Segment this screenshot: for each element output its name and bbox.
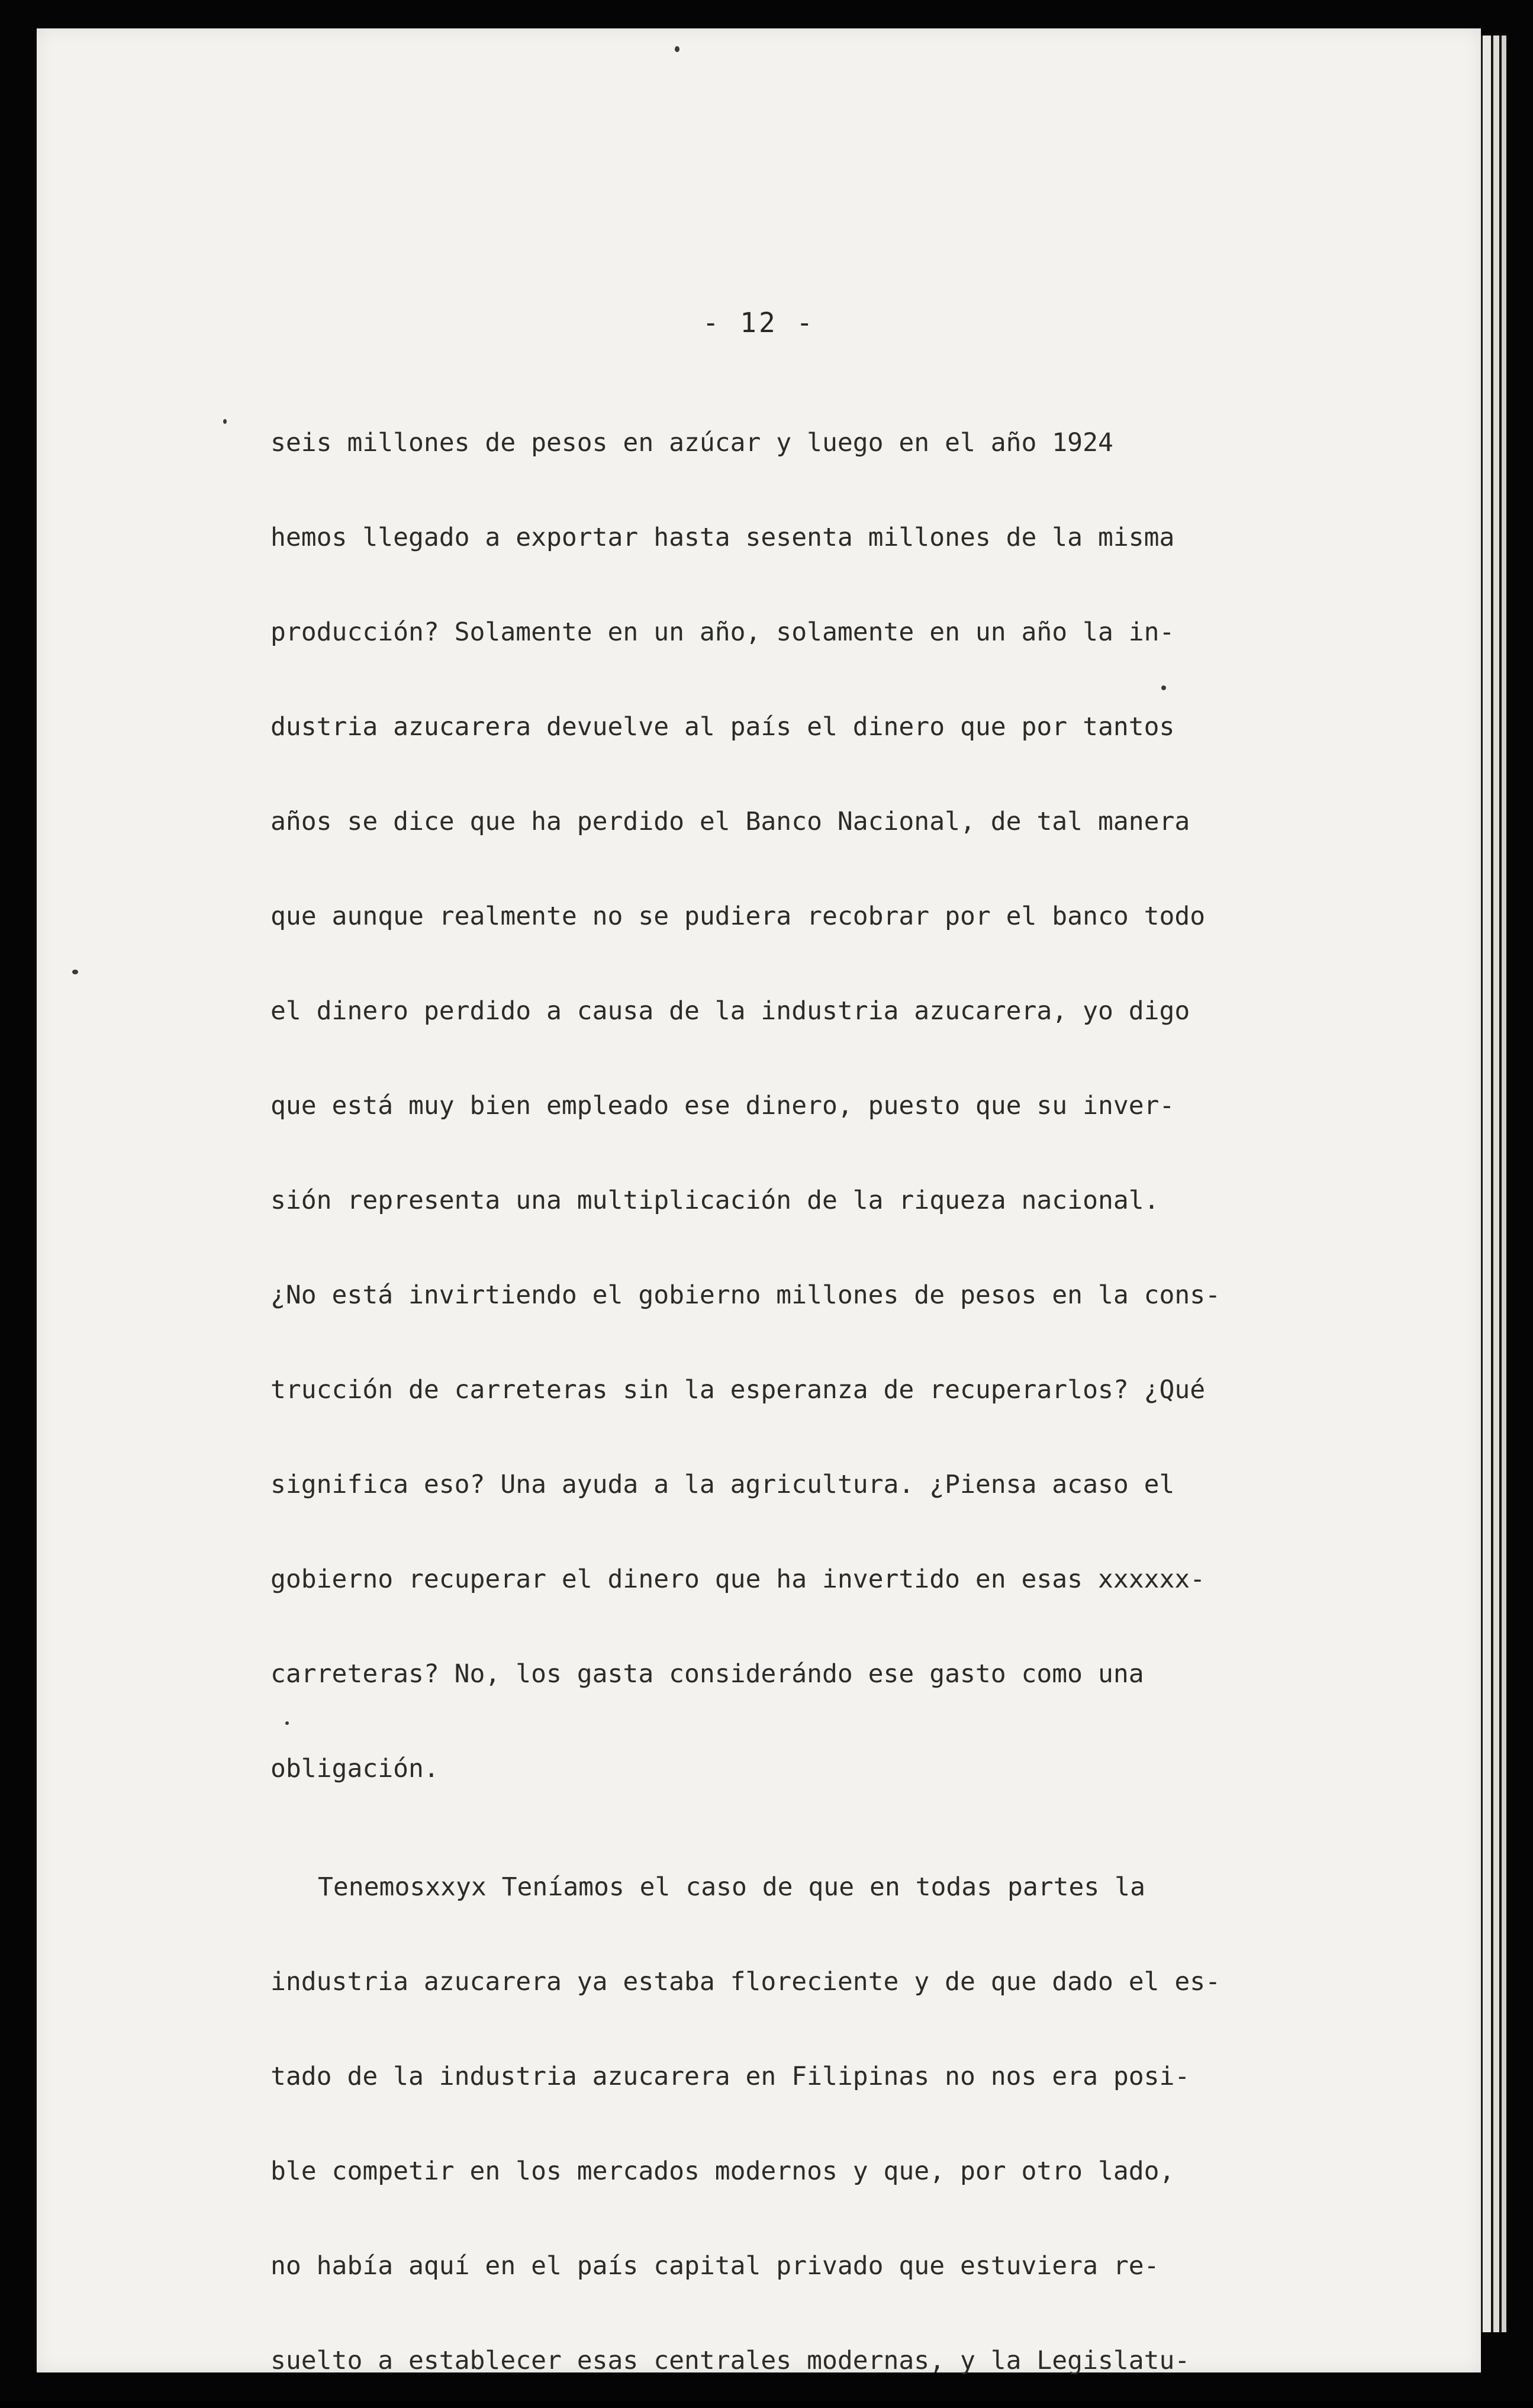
scan-speck <box>285 1721 289 1725</box>
paragraph-gap <box>270 1816 1395 1840</box>
paragraph-1 <box>270 395 1395 1816</box>
text-line: Tenemosxxyx Teníamos el caso de que en todas partes la <box>318 1872 1145 1902</box>
text-line: tado de la industria azucarera en Filipinas no nos era posi- <box>270 2062 1190 2091</box>
text-line: que aunque realmente no se pudiera recobrar por el banco todo <box>270 902 1206 931</box>
text-line: sión representa una multiplicación de la riqueza nacional. <box>270 1186 1160 1215</box>
text-line: suelto a establecer esas centrales modernas, y la Legislatu- <box>270 2346 1190 2375</box>
body-text <box>270 395 1395 2408</box>
text-line: años se dice que ha perdido el Banco Nacional, de tal manera <box>270 807 1190 836</box>
scan-speck <box>223 419 227 424</box>
scan-speck <box>72 970 78 974</box>
text-line: gobierno recuperar el dinero que ha invertido en esas xxxxxx- <box>270 1564 1206 1594</box>
text-line: hemos llegado a exportar hasta sesenta millones de la misma <box>270 523 1175 552</box>
text-line: producción? Solamente en un año, solamente en un año la in- <box>270 617 1175 647</box>
paragraph-2 <box>270 1840 1395 2408</box>
page-edge <box>1481 36 1491 2332</box>
text-line: industria azucarera ya estaba floreciente y de que dado el es- <box>270 1967 1221 1997</box>
page-edge <box>1500 36 1506 2332</box>
text-line: significa eso? Una ayuda a la agricultura. ¿Piensa acaso el <box>270 1470 1175 1499</box>
text-line: seis millones de pesos en azúcar y luego en el año 1924 <box>270 428 1113 458</box>
text-line: ¿No está invirtiendo el gobierno millones de pesos en la cons- <box>270 1280 1221 1310</box>
scan-speck <box>1161 685 1166 690</box>
scan-speck <box>675 46 679 52</box>
text-line: no había aquí en el país capital privado que estuviera re- <box>270 2251 1160 2281</box>
text-line: carreteras? No, los gasta considerándo ese gasto como una <box>270 1659 1144 1689</box>
page-number: - 12 - <box>702 307 816 339</box>
text-line: el dinero perdido a causa de la industria azucarera, yo digo <box>270 996 1190 1026</box>
text-line: obligación. <box>270 1754 439 1784</box>
text-line: dustria azucarera devuelve al país el dinero que por tantos <box>270 712 1175 742</box>
text-line: ble competir en los mercados modernos y que, por otro lado, <box>270 2156 1175 2186</box>
text-line: que está muy bien empleado ese dinero, puesto que su inver- <box>270 1091 1175 1121</box>
typewritten-page <box>37 28 1481 2375</box>
page-edge <box>1492 36 1499 2332</box>
text-line: trucción de carreteras sin la esperanza de recuperarlos? ¿Qué <box>270 1375 1206 1405</box>
